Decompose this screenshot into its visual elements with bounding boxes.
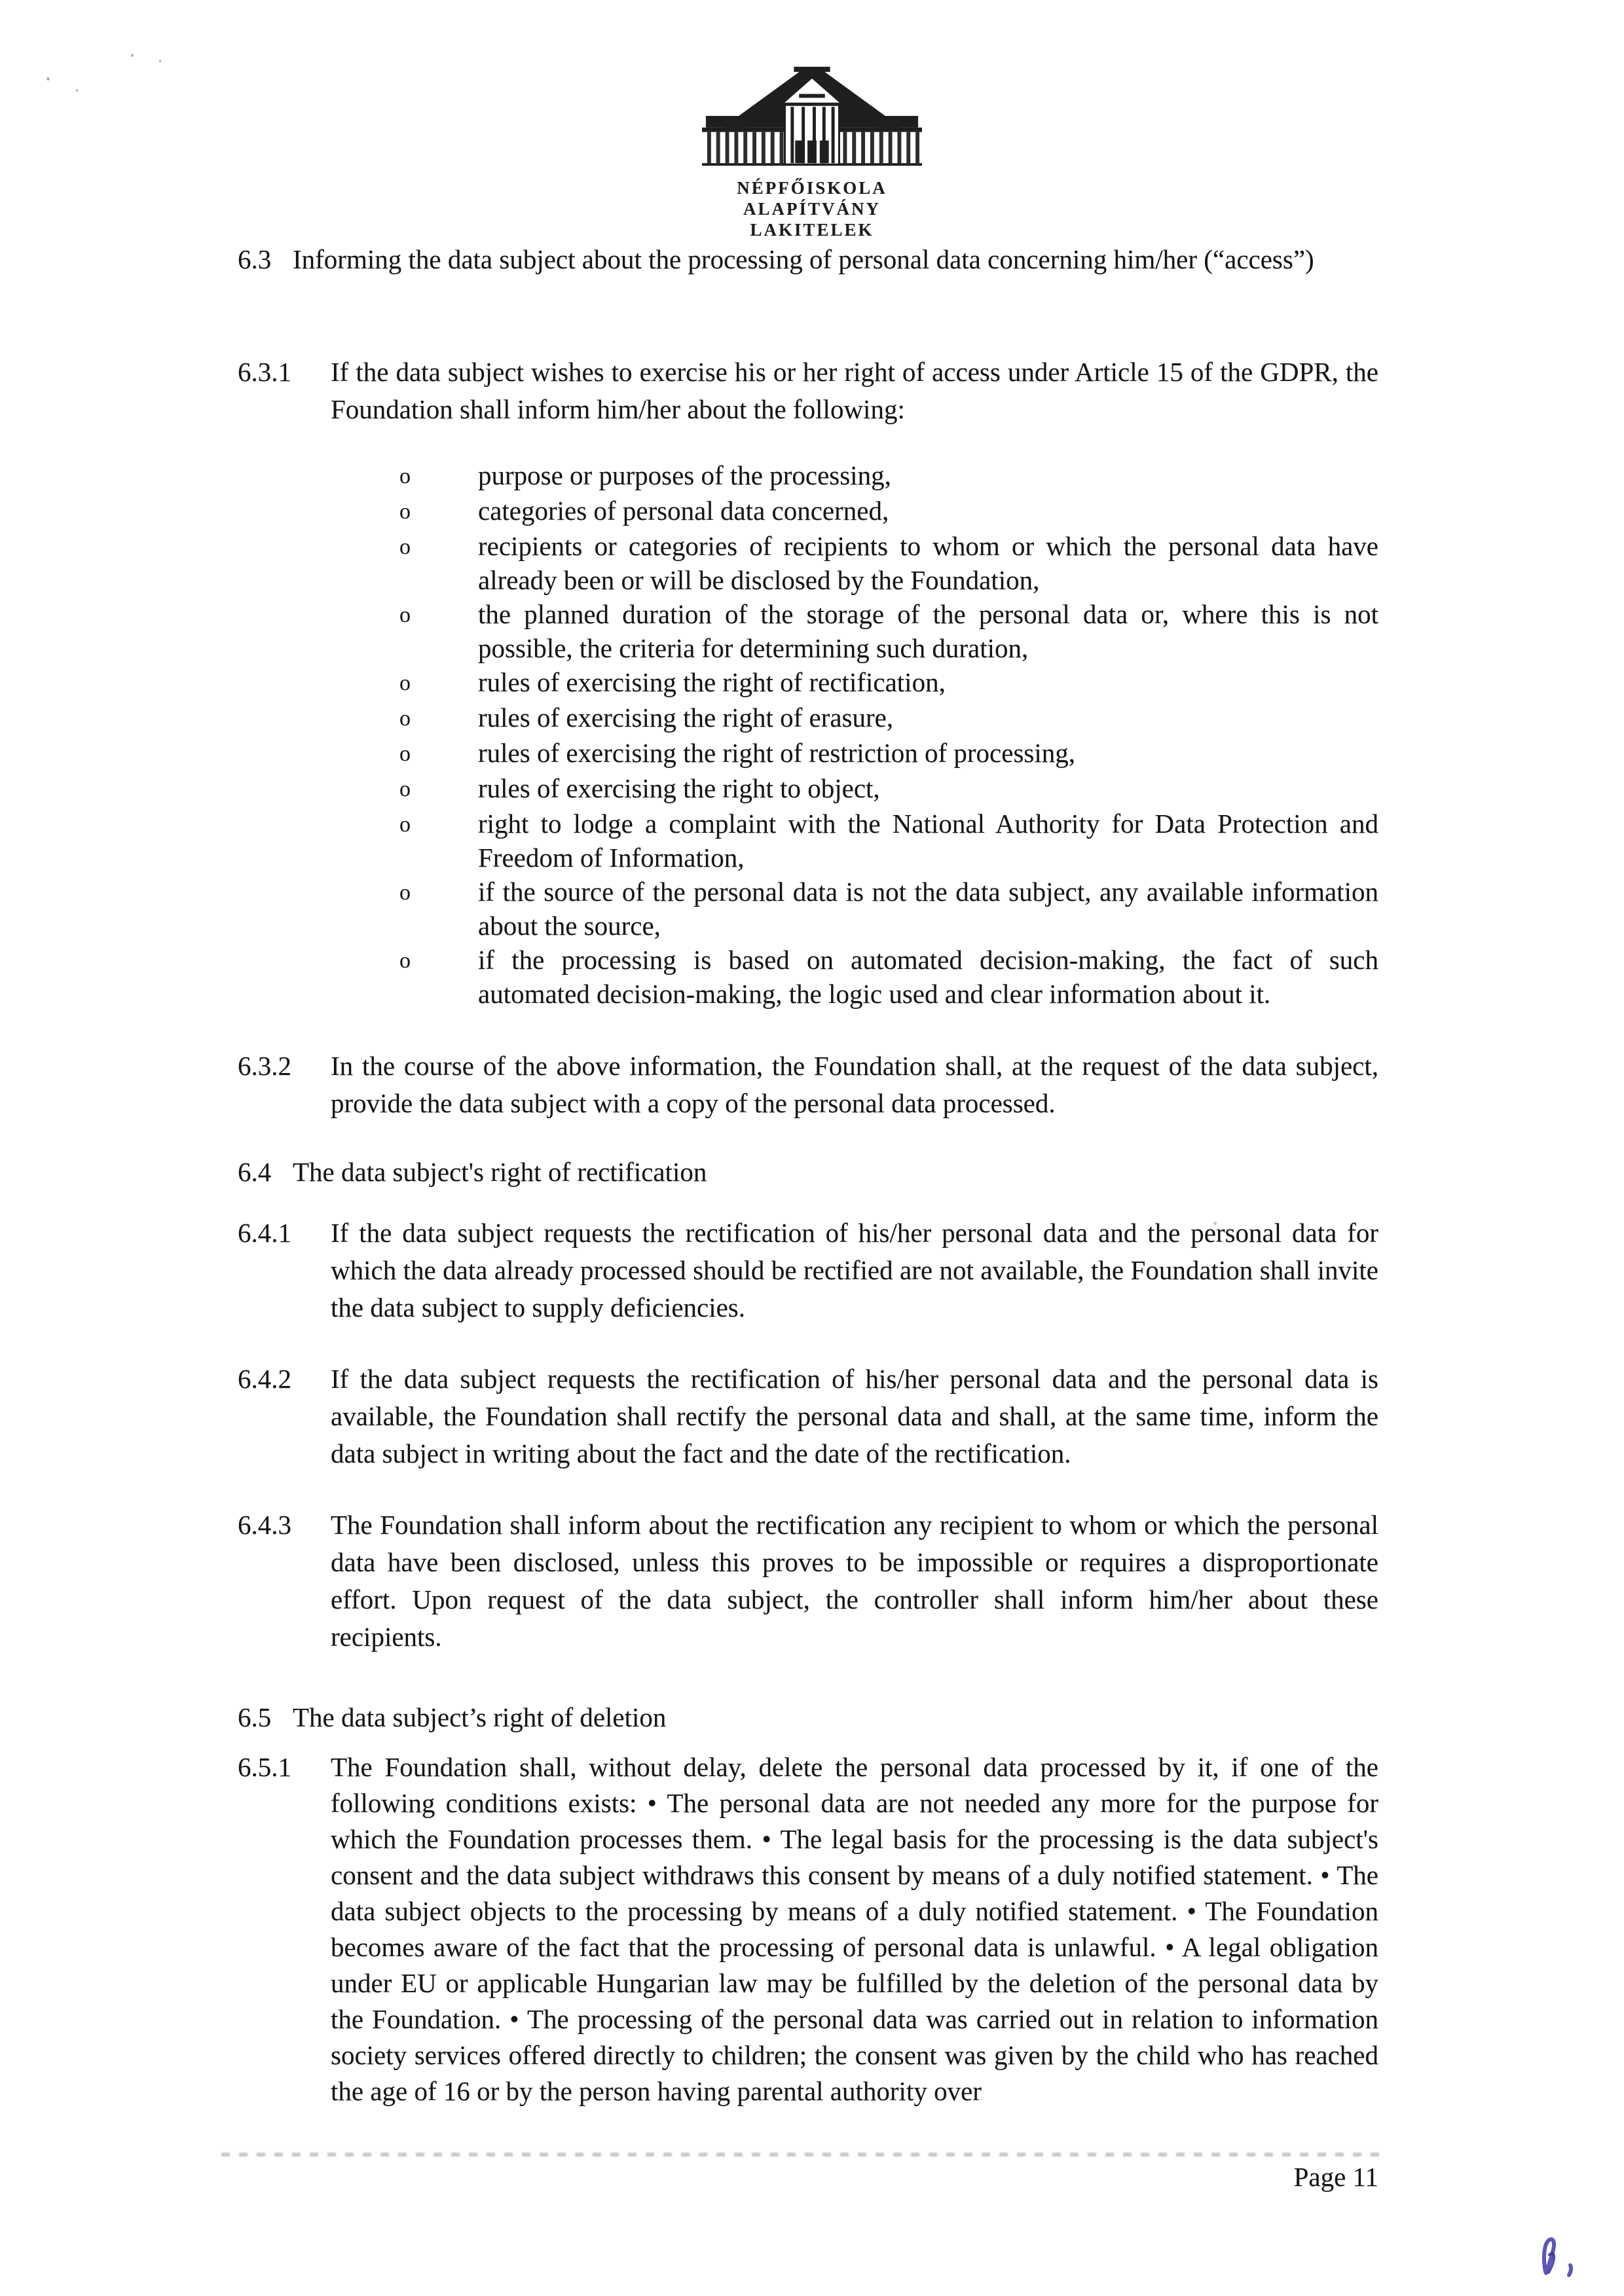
bullet-circle-icon: o	[399, 603, 411, 627]
bullet-circle-icon: o	[399, 671, 411, 695]
bullet-circle-icon: o	[399, 464, 411, 488]
paragraph-6-4-1	[238, 1214, 1378, 1326]
section-number: 6.5	[238, 1702, 272, 1732]
list-item: o rules of exercising the right to object,	[238, 771, 1378, 807]
paragraph-6-3-2	[238, 1048, 1378, 1122]
foundation-building-icon	[694, 166, 930, 177]
paragraph-text: The Foundation shall, without delay, delete the personal data processed by it, if one of the following conditions exists: • The personal data are not needed any more for the purpose for which the Foundation processes them. • The legal basis for the processing is the data subject's consent and the data subject withdraws this consent by means of a duly notified statement. • The data subject objects to the processing by means of a duly notified statement. • The Foundation becomes aware of the fact that the processing of personal data is unlawful. • A legal obligation under EU or applicable Hungarian law may be fulfilled by the deletion of the personal data by the Foundation. • The processing of the personal data was carried out in relation to information society services offered directly to children; the consent was given by the child who has reached the age of 16 or by the person having parental authority over	[331, 1752, 1378, 2106]
handwritten-ink-initial	[1526, 2225, 1591, 2293]
bullet-circle-icon: o	[399, 881, 411, 905]
paragraph-text: If the data subject requests the rectification of his/her personal data and the personal data is available, the Foundation shall rectify the personal data and shall, at the same time, inform the data subject in writing about the fact and the date of the rectification.	[331, 1364, 1378, 1468]
paragraph-number: 6.3.1	[238, 357, 291, 387]
list-item: o if the processing is based on automated decision-making, the fact of such automated decision-making, the logic used and clear information about it.	[238, 943, 1378, 1011]
bullet-circle-icon: o	[399, 706, 411, 731]
section-title: Informing the data subject about the processing of personal data concerning him/her (“access”)	[293, 244, 1314, 274]
bullet-circle-icon: o	[399, 812, 411, 837]
foundation-name-line1: NÉPFŐISKOLA ALAPÍTVÁNY	[737, 178, 887, 219]
scan-speck	[76, 89, 78, 92]
section-6-3-heading	[238, 241, 1378, 278]
foundation-logo	[682, 64, 942, 240]
list-item: o purpose or purposes of the processing,	[238, 458, 1378, 494]
bullet-circle-icon: o	[399, 535, 411, 559]
section-title: The data subject's right of rectification	[293, 1157, 707, 1187]
list-item: o rules of exercising the right of restriction of processing,	[238, 736, 1378, 771]
bullet-circle-icon: o	[399, 500, 411, 524]
paragraph-number: 6.3.2	[238, 1051, 291, 1081]
paragraph-text: In the course of the above information, the Foundation shall, at the request of the data subject, provide the data subject with a copy of the personal data processed.	[331, 1051, 1378, 1118]
paragraph-text: If the data subject requests the rectification of his/her personal data and the personal data for which the data already processed should be rectified are not available, the Foundation shall invite the data subject to supply deficiencies.	[331, 1218, 1378, 1322]
paragraph-6-5-1	[238, 1749, 1378, 2109]
paragraph-text: The Foundation shall inform about the rectification any recipient to whom or which the personal data have been disclosed, unless this proves to be impossible or requires a disproportionate effort. Upon request of the data subject, the controller shall inform him/her about these recipients.	[331, 1510, 1378, 1652]
section-number: 6.4	[238, 1157, 272, 1187]
section-6-5-heading	[238, 1699, 1378, 1736]
list-item: o rules of exercising the right of rectification,	[238, 665, 1378, 701]
section-title: The data subject’s right of deletion	[293, 1702, 667, 1732]
section-number: 6.3	[238, 244, 272, 274]
paragraph-6-4-3	[238, 1506, 1378, 1656]
paragraph-6-4-2	[238, 1360, 1378, 1472]
list-item: o the planned duration of the storage of the personal data or, where this is not possible, the criteria for determining such duration,	[238, 597, 1378, 665]
scan-noise-line	[221, 2153, 1379, 2157]
paragraph-number: 6.4.2	[238, 1364, 291, 1394]
foundation-name-line2: LAKITELEK	[750, 220, 874, 240]
bullet-circle-icon: o	[399, 949, 411, 973]
list-item: o categories of personal data concerned,	[238, 494, 1378, 529]
paragraph-text: If the data subject wishes to exercise his or her right of access under Article 15 of the GDPR, the Foundation shall inform him/her about the following:	[331, 357, 1378, 424]
paragraph-number: 6.5.1	[238, 1752, 291, 1782]
scan-speck	[46, 77, 50, 81]
list-item: o right to lodge a complaint with the National Authority for Data Protection and Freedom of Information,	[238, 807, 1378, 875]
scan-speck	[159, 60, 161, 62]
section-6-4-heading	[238, 1154, 1378, 1191]
scan-speck	[131, 54, 134, 57]
bullet-circle-icon: o	[399, 742, 411, 766]
list-item: o rules of exercising the right of erasure,	[238, 701, 1378, 736]
access-info-bullet-list	[238, 458, 1378, 1011]
paragraph-number: 6.4.1	[238, 1218, 291, 1248]
paragraph-6-3-1	[238, 354, 1378, 428]
list-item: o recipients or categories of recipients to whom or which the personal data have already been or will be disclosed by the Foundation,	[238, 529, 1378, 597]
list-item: o if the source of the personal data is not the data subject, any available information about the source,	[238, 875, 1378, 943]
paragraph-number: 6.4.3	[238, 1510, 291, 1540]
bullet-circle-icon: o	[399, 777, 411, 801]
page-number: Page 11	[1293, 2162, 1378, 2192]
